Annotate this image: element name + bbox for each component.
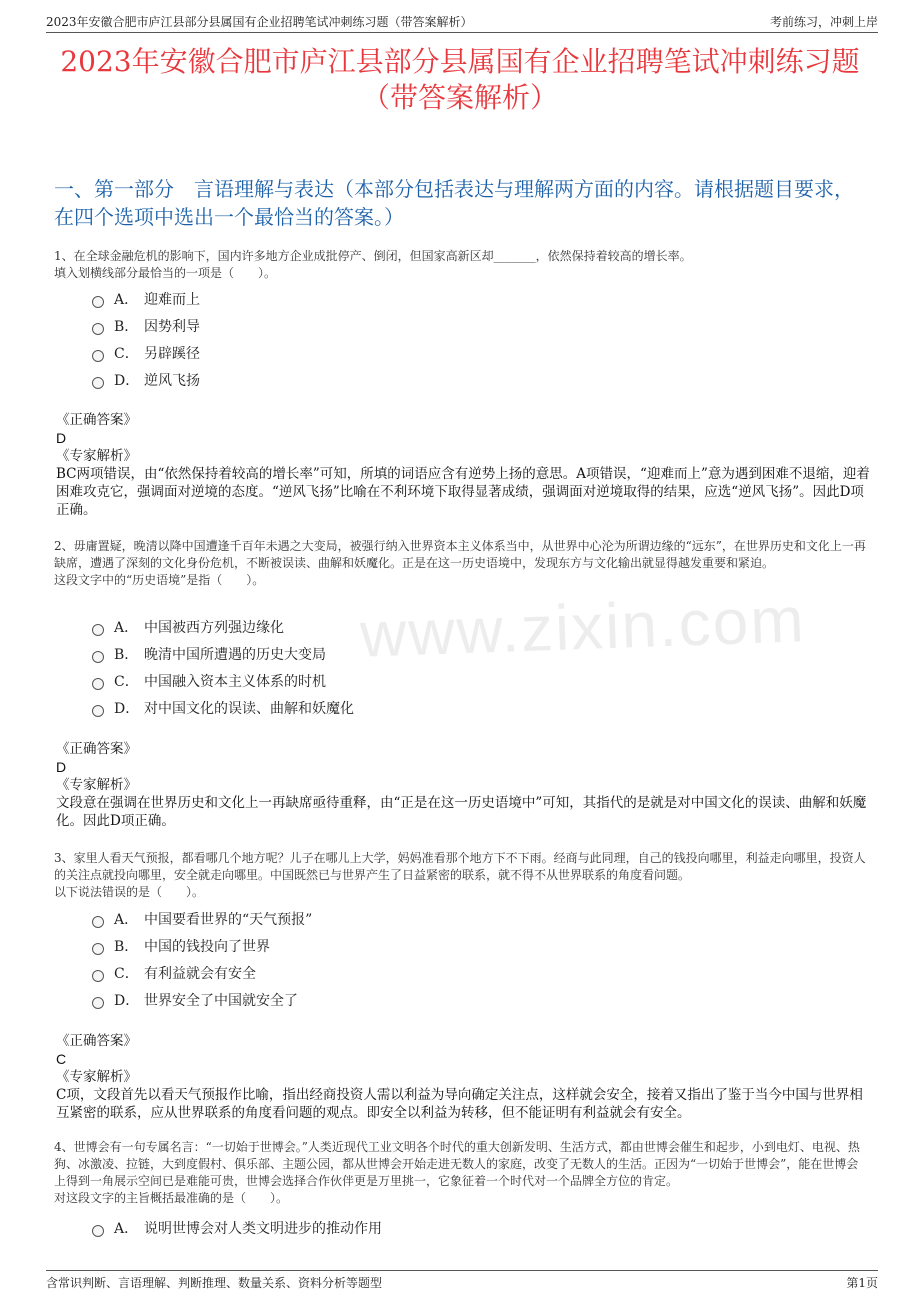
section-heading: 一、第一部分 言语理解与表达（本部分包括表达与理解两方面的内容。请根据题目要求，在四个选项中选出一个最恰当的答案。） (54, 177, 854, 229)
analysis-label: 《专家解析》 (56, 777, 137, 793)
radio-icon[interactable] (92, 377, 104, 389)
radio-icon[interactable] (92, 705, 104, 717)
question-2 (54, 538, 870, 589)
header-slogan: 考前练习，冲刺上岸 (769, 15, 878, 29)
correct-answer: D (56, 759, 67, 775)
option-a[interactable]: A． 中国被西方列强边缘化 (92, 613, 354, 640)
footer-description: 含常识判断、言语理解、判断推理、数量关系、资料分析等题型 (46, 1276, 383, 1290)
question-2-answer-block (56, 740, 870, 830)
radio-icon[interactable] (92, 678, 104, 690)
answer-label: 《正确答案》 (56, 1033, 137, 1049)
radio-icon[interactable] (92, 296, 104, 308)
page-header (46, 10, 878, 33)
question-3 (54, 850, 870, 901)
question-1-options (92, 285, 200, 393)
radio-icon[interactable] (92, 323, 104, 335)
page-footer (46, 1270, 878, 1291)
option-c[interactable]: C． 另辟蹊径 (92, 339, 200, 366)
question-prompt: 对这段文字的主旨概括最准确的是（ ）。 (54, 1191, 289, 1205)
correct-answer: C (56, 1051, 67, 1067)
option-b[interactable]: B． 中国的钱投向了世界 (92, 932, 312, 959)
correct-answer: D (56, 430, 67, 446)
analysis-label: 《专家解析》 (56, 448, 137, 464)
radio-icon[interactable] (92, 624, 104, 636)
radio-icon[interactable] (92, 943, 104, 955)
analysis-label: 《专家解析》 (56, 1069, 137, 1085)
question-4 (54, 1139, 870, 1207)
analysis-text: BC两项错误，由“依然保持着较高的增长率”可知，所填的词语应含有逆势上扬的意思。A项错误，“迎难而上”意为遇到困难不退缩，迎着困难攻克它，强调面对逆境的态度。“逆风飞扬”比喻在不利环境下取得显著成绩，强调面对逆境取得的结果，应选“逆风飞扬”。因此D项正确。 (56, 466, 870, 518)
radio-icon[interactable] (92, 997, 104, 1009)
question-3-options (92, 905, 312, 1013)
page-number: 第1页 (846, 1276, 878, 1290)
option-b[interactable]: B． 晚清中国所遭遇的历史大变局 (92, 640, 354, 667)
option-c[interactable]: C． 有利益就会有安全 (92, 959, 312, 986)
question-1 (54, 248, 870, 282)
radio-icon[interactable] (92, 651, 104, 663)
option-a[interactable]: A． 中国要看世界的“天气预报” (92, 905, 312, 932)
question-stem: 3、家里人看天气预报，都看哪几个地方呢？儿子在哪儿上大学，妈妈准看那个地方下不下雨。经商与此同理，自己的钱投向哪里，利益走向哪里，投资人的关注点就投向哪里，安全就走向哪里。中国既然已与世界产生了日益紧密的联系，就不得不从世界联系的角度看问题。 (54, 851, 866, 882)
option-d[interactable]: D． 逆风飞扬 (92, 366, 200, 393)
watermark: www.zixin.com (358, 583, 807, 671)
option-d[interactable]: D． 世界安全了中国就安全了 (92, 986, 312, 1013)
radio-icon[interactable] (92, 916, 104, 928)
option-a[interactable]: A． 迎难而上 (92, 285, 200, 312)
radio-icon[interactable] (92, 350, 104, 362)
analysis-text: C项，文段首先以看天气预报作比喻，指出经商投资人需以利益为导向确定关注点，这样就会安全，接着又指出了鉴于当今中国与世界相互紧密的联系，应从世界联系的角度看问题的观点。即安全以利益为转移，但不能证明有利益就会有安全。 (56, 1087, 863, 1121)
question-stem: 1、在全球金融危机的影响下，国内许多地方企业成批停产、倒闭，但国家高新区却_______，依然保持着较高的增长率。 (54, 249, 692, 263)
question-1-answer-block (56, 411, 870, 519)
document-title: 2023年安徽合肥市庐江县部分县属国有企业招聘笔试冲刺练习题（带答案解析） (60, 45, 860, 114)
option-a[interactable]: A． 说明世博会对人类文明进步的推动作用 (92, 1214, 382, 1241)
question-2-options (92, 613, 354, 721)
radio-icon[interactable] (92, 1225, 104, 1237)
header-doc-title: 2023年安徽合肥市庐江县部分县属国有企业招聘笔试冲刺练习题（带答案解析） (46, 15, 473, 29)
question-prompt: 这段文字中的“历史语境”是指（ ）。 (54, 573, 265, 587)
option-b[interactable]: B． 因势利导 (92, 312, 200, 339)
option-d[interactable]: D． 对中国文化的误读、曲解和妖魔化 (92, 694, 354, 721)
question-prompt: 填入划横线部分最恰当的一项是（ ）。 (54, 266, 277, 280)
question-3-answer-block (56, 1032, 870, 1122)
question-prompt: 以下说法错误的是（ ）。 (54, 885, 205, 899)
question-stem: 2、毋庸置疑，晚清以降中国遭逢千百年未遇之大变局，被强行纳入世界资本主义体系当中，从世界中心沦为所谓边缘的“远东”，在世界历史和文化上一再缺席，遭遇了深刻的文化身份危机，不断被误读、曲解和妖魔化。正是在这一历史语境中，发现东方与文化输出就显得越发重要和紧迫。 (54, 539, 866, 570)
answer-label: 《正确答案》 (56, 412, 137, 428)
radio-icon[interactable] (92, 970, 104, 982)
question-stem: 4、世博会有一句专属名言：“一切始于世博会。”人类近现代工业文明各个时代的重大创新发明、生活方式，都由世博会催生和起步，小到电灯、电视、热狗、冰激凌、拉链，大到度假村、俱乐部、主题公园，都从世博会开始走进无数人的家庭，改变了无数人的生活。正因为“一切始于世博会”，能在世博会上得到一角展示空间已是难能可贵，世博会选择合作伙伴更是万里挑一，它象征着一个时代对一个品牌全方位的肯定。 (54, 1140, 860, 1188)
option-c[interactable]: C． 中国融入资本主义体系的时机 (92, 667, 354, 694)
question-4-options (92, 1214, 382, 1241)
answer-label: 《正确答案》 (56, 741, 137, 757)
analysis-text: 文段意在强调在世界历史和文化上一再缺席亟待重释，由“正是在这一历史语境中”可知，其指代的是就是对中国文化的误读、曲解和妖魔化。因此D项正确。 (56, 795, 867, 829)
